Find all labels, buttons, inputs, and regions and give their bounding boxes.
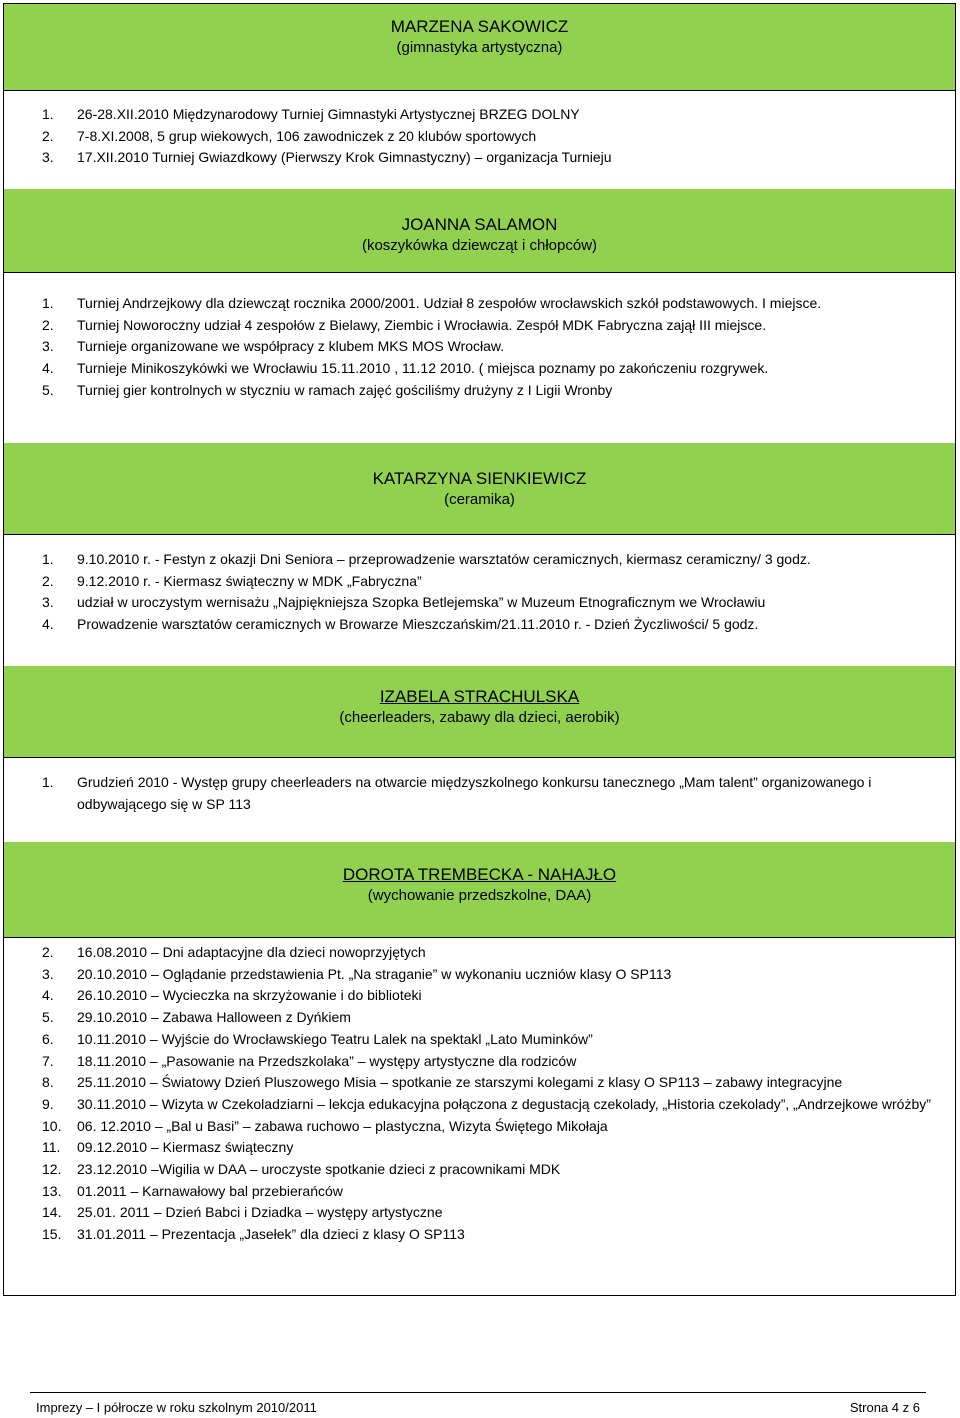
activity-subtitle: (cheerleaders, zabawy dla dzieci, aerobik) [339,709,620,726]
event-list [4,942,955,1246]
section-body [3,273,956,443]
event-list [4,549,955,636]
list-item: 10. 06. 12.2010 – „Bal u Basi” – zabawa ruchowo – plastyczna, Wizyta Świętego Mikołaja [42,1117,608,1134]
section-header-katarzyna-sienkiewicz [3,443,956,535]
list-item: 3. 17.XII.2010 Turniej Gwiazdkowy (Pierwszy Krok Gimnastyczny) – organizacja Turnieju [42,149,612,166]
list-item: 3. udział w uroczystym wernisażu „Najpiękniejsza Szopka Betlejemska” w Muzeum Etnograficznym we Wrocławiu [42,594,766,611]
section-body [3,758,956,842]
list-item: 14. 25.01. 2011 – Dzień Babci i Dziadka – występy artystyczne [42,1204,443,1221]
section-header-dorota-trembecka-nahajlo [3,842,956,938]
activity-subtitle: (koszykówka dziewcząt i chłopców) [361,237,598,254]
list-item: 4. 26.10.2010 – Wycieczka na skrzyżowanie i do biblioteki [42,987,422,1004]
event-list [4,293,955,402]
section-header-marzena-sakowicz [3,3,956,91]
activity-subtitle: (wychowanie przedszkolne, DAA) [367,887,592,904]
footer-divider [30,1392,926,1393]
event-list [4,104,955,169]
list-item: 13. 01.2011 – Karnawałowy bal przebierańców [42,1182,343,1199]
section-header-izabela-strachulska [3,666,956,758]
list-item: 2. 16.08.2010 – Dni adaptacyjne dla dzieci nowoprzyjętych [42,944,426,960]
section-body [3,91,956,189]
list-item: 1. 26-28.XII.2010 Międzynarodowy Turniej Gimnastyki Artystycznej BRZEG DOLNY [42,106,580,122]
footer-title: Imprezy – I półrocze w roku szkolnym 2010/2011 [36,1400,317,1415]
list-item: 7. 18.11.2010 – „Pasowanie na Przedszkolaka” – występy artystyczne dla rodziców [42,1052,577,1069]
section-header-joanna-salamon [3,189,956,273]
list-item: 1. 9.10.2010 r. - Festyn z okazji Dni Seniora – przeprowadzenie warsztatów ceramicznych, kiermasz ceramiczny/ 3 godz. [42,551,811,567]
person-name: DOROTA TREMBECKA - NAHAJŁO [342,865,617,884]
list-item: 2. 7-8.XI.2008, 5 grup wiekowych, 106 zawodniczek z 20 klubów sportowych [42,127,537,144]
person-name: KATARZYNA SIENKIEWICZ [372,469,587,488]
list-item: 3. Turnieje organizowane we współpracy z klubem MKS MOS Wrocław. [42,338,505,355]
list-item: 8. 25.11.2010 – Światowy Dzień Pluszowego Misia – spotkanie ze starszymi kolegami z klasy O SP113 – zabawy integracyjne [42,1074,843,1091]
list-item: 15. 31.01.2011 – Prezentacja „Jasełek” dla dzieci z klasy O SP113 [42,1226,465,1243]
list-item: 2. 9.12.2010 r. - Kiermasz świąteczny w MDK „Fabryczna” [42,572,422,589]
list-item: 12. 23.12.2010 –Wigilia w DAA – uroczyste spotkanie dzieci z pracownikami MDK [42,1161,561,1178]
event-list [4,772,955,815]
list-item: 3. 20.10.2010 – Oglądanie przedstawienia Pt. „Na straganie” w wykonaniu uczniów klasy O SP113 [42,965,672,982]
person-name: IZABELA STRACHULSKA [379,687,580,706]
section-body [3,535,956,666]
list-item: 1. Grudzień 2010 - Występ grupy cheerleaders na otwarcie międzyszkolnego konkursu tanecznego „Mam talent” organizowanego i odbywającego się w SP 113 [42,774,872,812]
list-item: 5. Turniej gier kontrolnych w styczniu w ramach zajęć gościliśmy drużyny z I Ligii Wronby [42,381,613,398]
list-item: 4. Prowadzenie warsztatów ceramicznych w Browarze Mieszczańskim/21.11.2010 r. - Dzień Życzliwości/ 5 godz. [42,616,759,633]
section-body [3,938,956,1296]
list-item: 11. 09.12.2010 – Kiermasz świąteczny [42,1139,294,1156]
person-name: MARZENA SAKOWICZ [390,17,569,36]
document-page [3,3,956,1296]
list-item: 2. Turniej Noworoczny udział 4 zespołów z Bielawy, Ziembic i Wrocławia. Zespół MDK Fabryczna zajął III miejsce. [42,316,767,333]
list-item: 1. Turniej Andrzejkowy dla dziewcząt rocznika 2000/2001. Udział 8 zespołów wrocławskich szkół podstawowych. I miejsce. [42,295,822,311]
activity-subtitle: (ceramika) [444,491,515,508]
page-number: Strona 4 z 6 [849,1400,920,1415]
person-name: JOANNA SALAMON [401,215,558,234]
list-item: 4. Turnieje Minikoszykówki we Wrocławiu 15.11.2010 , 11.12 2010. ( miejsca poznamy po zakończeniu rozgrywek. [42,360,769,377]
list-item: 9. 30.11.2010 – Wizyta w Czekoladziarni – lekcja edukacyjna połączona z degustacją czekolady, „Historia czekolady”, „Andrzejkowe wróżby” [42,1095,931,1112]
activity-subtitle: (gimnastyka artystyczna) [396,39,563,56]
list-item: 5. 29.10.2010 – Zabawa Halloween z Dyńkiem [42,1009,351,1026]
list-item: 6. 10.11.2010 – Wyjście do Wrocławskiego Teatru Lalek na spektakl „Lato Muminków” [42,1030,593,1047]
